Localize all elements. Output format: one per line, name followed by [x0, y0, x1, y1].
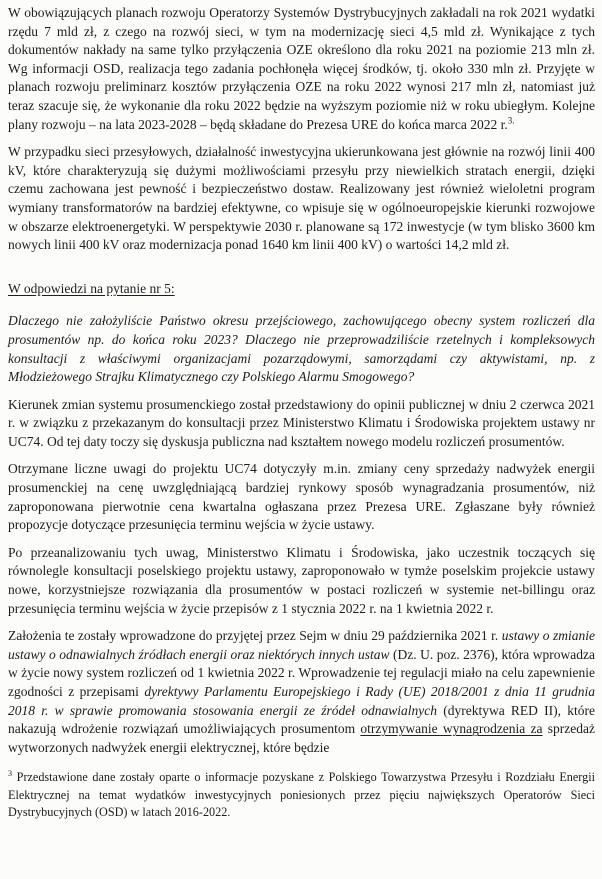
paragraph-sejm-act [8, 627, 595, 757]
text-run-normal: Po przeanalizowaniu tych uwag, Ministerstwo Klimatu i Środowiska, jako uczestnik toczących się równolegle konsultacji poselskiego projektu ustawy, zaproponowało w tymże poselskim projekcie ustawy nowe, korzystniejsze rozwiązania dla prosumentów w postaci rozliczeń w systemie net-billingu oraz przesunięcia terminu wejścia w życie przepisów z 1 stycznia 2022 r. na 1 kwietnia 2022 r. [8, 544, 595, 616]
text-run-sup: 3 [8, 769, 13, 779]
footnote [8, 769, 595, 821]
text-run-normal: W obowiązujących planach rozwoju Operatorzy Systemów Dystrybucyjnych zakładali na rok 2021 wydatki rzędu 7 mld zł, z czego na rozwój sieci, w tym na modernizację sieci 4,5 mld zł. Wynikające z tych dokumentów nakłady na same tylko przyłączenia OZE określono dla roku 2021 na poziomie 213 mln zł. Wg informacji OSD, realizacja tego zadania pochłonęła więcej środków, tj. około 330 mln zł. Przyjęte w planach rozwoju preliminarz kosztów przyłączenia OZE na roku 2022 wynosi 217 mln zł, natomiast już teraz szacuje się, że wykonanie dla roku 2022 będzie na wyższym poziomie niż w roku ubiegłym. Kolejne plany rozwoju – na lata 2023-2028 – będą składane do Prezesa URE do końca marca 2022 r. [8, 5, 595, 132]
paragraph-transmission-networks [8, 143, 595, 255]
paragraph-ministry-proposal [8, 544, 595, 618]
paragraph-consultation-start [8, 396, 595, 452]
text-run-normal: Kierunek zmian systemu prosumenckiego został przedstawiony do opinii publicznej w dniu 2 czerwca 2021 r. w związku z przekazanym do konsultacji przez Ministerstwo Klimatu i Środowiska projektem ustawy nr UC74. Od tej daty toczy się dyskusja publiczna nad kształtem nowego modelu rozliczeń prosumentów. [8, 396, 595, 449]
text-run-normal: Założenia te zostały wprowadzone do przyjętej przez Sejm w dniu 29 października 2021 r. [8, 628, 502, 644]
section-heading-answer-question-5 [8, 280, 595, 299]
text-run-underline: W odpowiedzi na pytanie nr 5: [8, 280, 175, 296]
text-run-sup: 3. [507, 115, 515, 126]
paragraph-quoted-question [8, 312, 595, 386]
text-run-italic: dyrektywy Parlamentu Europejskiego i Rady (UE) 2018/2001 z dnia 11 grudnia 2018 r. w sprawie promowania stosowania energii ze źródeł odnawialnych [8, 684, 595, 718]
text-run-normal: W przypadku sieci przesyłowych, działalność inwestycyjna ukierunkowana jest głównie na rozwój linii 400 kV, które charakteryzują się dużymi możliwościami przesyłu przy niewielkich stratach energii, dzięki czemu zachowana jest pewność i bezpieczeństwo dostaw. Realizowany jest również wieloletni program wymiany transformatorów na bardziej efektywne, co wpisuje się w ogólnoeuropejskie kierunki rozwojowe w obszarze elektroenergetyki. W perspektywie 2030 r. planowane są 172 inwestycje (w tym blisko 3600 km nowych linii 400 kV oraz modernizacja ponad 1640 km linii 400 kV) o wartości 14,2 mld zł. [8, 144, 595, 253]
body-text [8, 4, 595, 757]
text-run-underline: otrzymywanie wynagrodzenia za [360, 721, 543, 737]
text-run-normal: Otrzymane liczne uwagi do projektu UC74 dotyczyły m.in. zmiany ceny sprzedaży nadwyżek energii prosumenckiej na cenę uwzględniającą bardziej rynkowy sposób wynagradzania prosumentów, niż zaproponowana pierwotnie cena kwartalna ogłaszana przez Prezesa URE. Zgłaszane były również propozycje dotyczące przesunięcia terminu wejścia w życie ustawy. [8, 461, 595, 533]
text-run-normal: sprzedaż wytworzonych nadwyżek energii elektrycznej, które będzie [8, 721, 595, 755]
text-run-italic: ustawy o zmianie ustawy o odnawialnych źródłach energii oraz niektórych innych ustaw [8, 628, 596, 662]
text-run-normal: (Dz. U. poz. 2376), która wprowadza w życie nowy system rozliczeń od 1 kwietnia 2022 r. Wprowadzenie tej regulacji miało na celu zapewnienie zgodności z przepisami [8, 646, 595, 699]
footnote-3 [8, 769, 595, 821]
text-run-normal: Przedstawione dane zostały oparte o informacje pozyskane z Polskiego Towarzystwa Przesyłu i Rozdziału Energii Elektrycznej na temat wydatków inwestycyjnych poniesionych przez pięciu największych Operatorów Sieci Dystrybucyjnych (OSD) w latach 2016-2022. [8, 770, 595, 819]
text-run-normal: (dyrektywa RED II), które nakazują wdrożenie rozwiązań umożliwiających prosumentom [8, 702, 595, 737]
paragraph-osd-development-plans [8, 4, 595, 134]
paragraph-uc74-remarks [8, 460, 595, 534]
text-run-italic: Dlaczego nie założyliście Państwo okresu przejściowego, zachowującego obecny system rozliczeń dla prosumentów np. do końca roku 2023? Dlaczego nie przeprowadziliście rzetelnych i kompleksowych konsultacji z właściwymi organizacjami pozarządowymi, samorządami czy aktywistami, np. z Młodzieżowego Strajku Klimatycznego czy Polskiego Alarmu Smogowego? [8, 313, 595, 385]
